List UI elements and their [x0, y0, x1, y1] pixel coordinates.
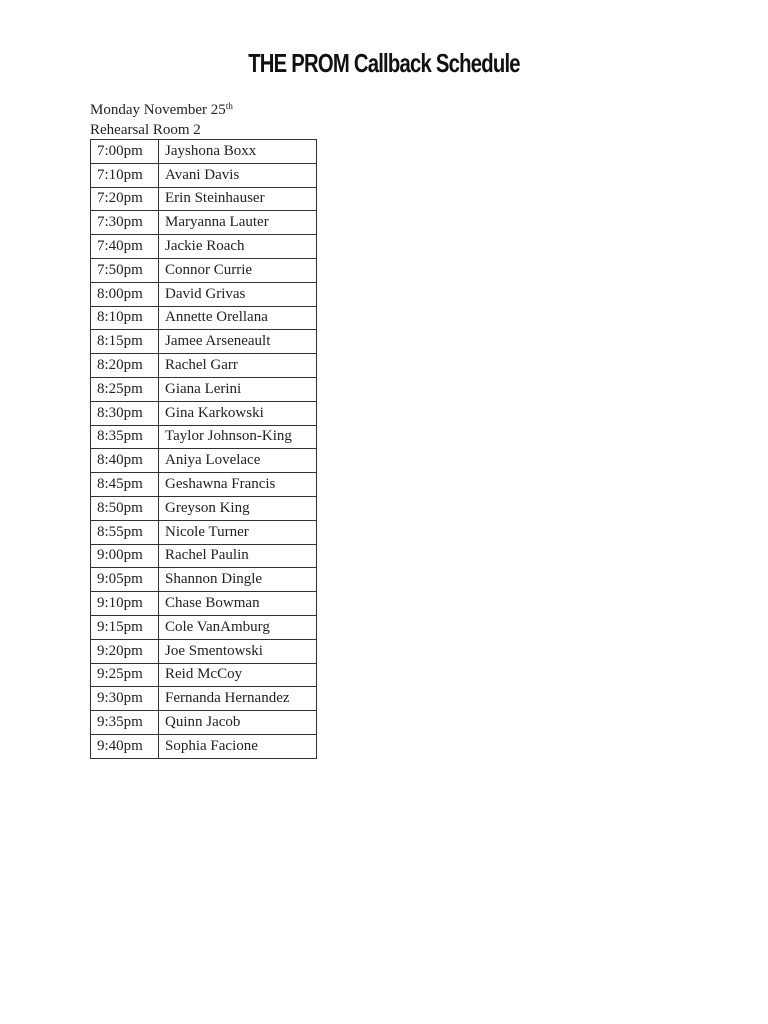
slot-time: 8:10pm — [91, 306, 159, 330]
performer-name: Nicole Turner — [159, 520, 317, 544]
schedule-body — [91, 140, 317, 759]
slot-time: 9:15pm — [91, 615, 159, 639]
callback-schedule-table — [90, 139, 317, 759]
table-row — [91, 687, 317, 711]
performer-name: Chase Bowman — [159, 592, 317, 616]
table-row — [91, 401, 317, 425]
table-row — [91, 639, 317, 663]
slot-time: 8:30pm — [91, 401, 159, 425]
performer-name: Joe Smentowski — [159, 639, 317, 663]
table-row — [91, 520, 317, 544]
page-title: THE PROM Callback Schedule — [248, 48, 520, 78]
performer-name: Cole VanAmburg — [159, 615, 317, 639]
slot-time: 9:10pm — [91, 592, 159, 616]
performer-name: Greyson King — [159, 496, 317, 520]
performer-name: Erin Steinhauser — [159, 187, 317, 211]
slot-time: 8:50pm — [91, 496, 159, 520]
performer-name: Geshawna Francis — [159, 473, 317, 497]
table-row — [91, 163, 317, 187]
performer-name: Taylor Johnson-King — [159, 425, 317, 449]
performer-name: Jayshona Boxx — [159, 140, 317, 164]
slot-time: 8:20pm — [91, 354, 159, 378]
slot-time: 9:05pm — [91, 568, 159, 592]
performer-name: Connor Currie — [159, 258, 317, 282]
table-row — [91, 663, 317, 687]
slot-time: 8:45pm — [91, 473, 159, 497]
table-row — [91, 711, 317, 735]
slot-time: 9:30pm — [91, 687, 159, 711]
slot-time: 7:10pm — [91, 163, 159, 187]
table-row — [91, 592, 317, 616]
schedule-date — [90, 100, 233, 120]
slot-time: 8:55pm — [91, 520, 159, 544]
table-row — [91, 449, 317, 473]
performer-name: David Grivas — [159, 282, 317, 306]
table-row — [91, 377, 317, 401]
slot-time: 9:00pm — [91, 544, 159, 568]
performer-name: Jamee Arseneault — [159, 330, 317, 354]
schedule-location: Rehearsal Room 2 — [90, 122, 201, 138]
slot-time: 9:20pm — [91, 639, 159, 663]
performer-name: Avani Davis — [159, 163, 317, 187]
slot-time: 8:00pm — [91, 282, 159, 306]
slot-time: 8:35pm — [91, 425, 159, 449]
table-row — [91, 496, 317, 520]
table-row — [91, 425, 317, 449]
performer-name: Giana Lerini — [159, 377, 317, 401]
performer-name: Fernanda Hernandez — [159, 687, 317, 711]
table-row — [91, 187, 317, 211]
slot-time: 7:40pm — [91, 235, 159, 259]
performer-name: Annette Orellana — [159, 306, 317, 330]
performer-name: Jackie Roach — [159, 235, 317, 259]
schedule-date-text: Monday November 25 — [90, 102, 226, 118]
table-row — [91, 354, 317, 378]
table-row — [91, 615, 317, 639]
slot-time: 9:40pm — [91, 734, 159, 758]
table-row — [91, 473, 317, 497]
slot-time: 8:25pm — [91, 377, 159, 401]
table-row — [91, 330, 317, 354]
performer-name: Maryanna Lauter — [159, 211, 317, 235]
table-row — [91, 211, 317, 235]
slot-time: 7:50pm — [91, 258, 159, 282]
performer-name: Rachel Garr — [159, 354, 317, 378]
performer-name: Shannon Dingle — [159, 568, 317, 592]
performer-name: Reid McCoy — [159, 663, 317, 687]
table-row — [91, 568, 317, 592]
table-row — [91, 306, 317, 330]
slot-time: 8:40pm — [91, 449, 159, 473]
performer-name: Rachel Paulin — [159, 544, 317, 568]
performer-name: Quinn Jacob — [159, 711, 317, 735]
slot-time: 8:15pm — [91, 330, 159, 354]
performer-name: Sophia Facione — [159, 734, 317, 758]
table-row — [91, 258, 317, 282]
slot-time: 7:20pm — [91, 187, 159, 211]
table-row — [91, 544, 317, 568]
table-row — [91, 734, 317, 758]
slot-time: 9:25pm — [91, 663, 159, 687]
slot-time: 7:00pm — [91, 140, 159, 164]
performer-name: Gina Karkowski — [159, 401, 317, 425]
schedule-meta — [90, 100, 233, 140]
slot-time: 9:35pm — [91, 711, 159, 735]
table-row — [91, 235, 317, 259]
performer-name: Aniya Lovelace — [159, 449, 317, 473]
table-row — [91, 140, 317, 164]
slot-time: 7:30pm — [91, 211, 159, 235]
table-row — [91, 282, 317, 306]
schedule-date-suffix: th — [225, 101, 233, 111]
